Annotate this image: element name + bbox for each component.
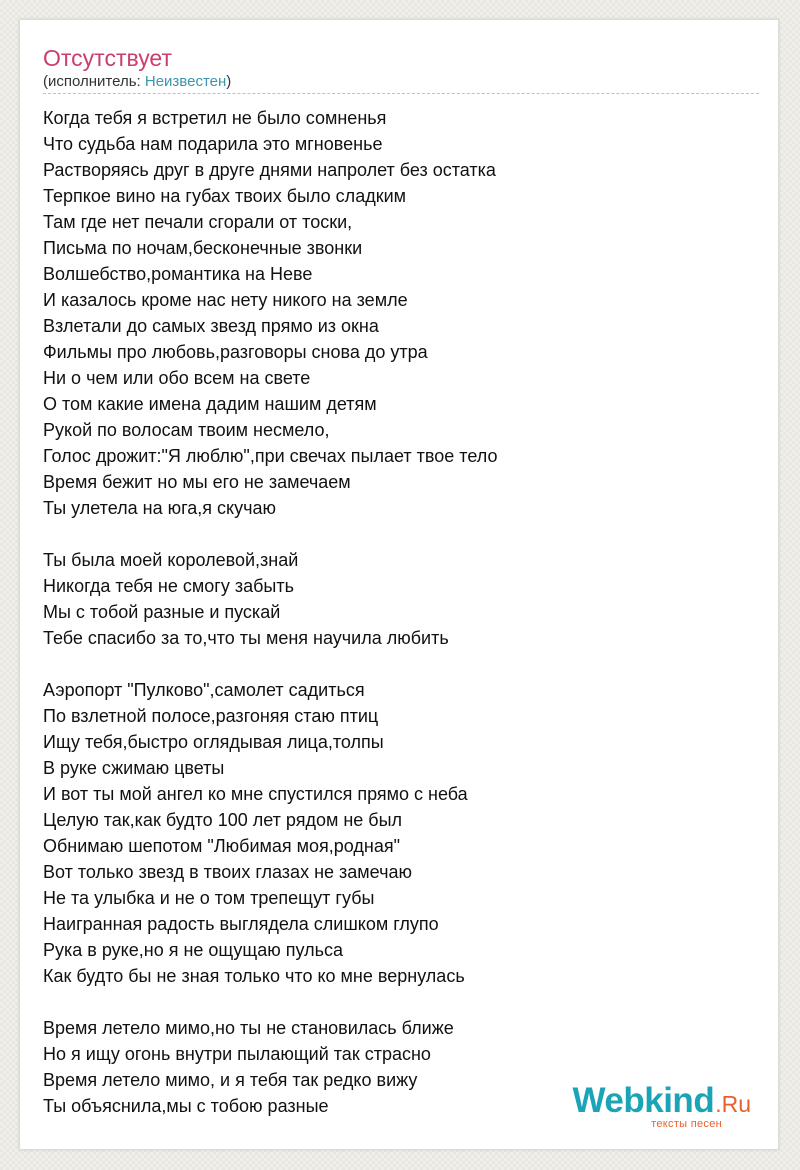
lyric-line: Рукой по волосам твоим несмело,	[43, 420, 330, 440]
song-title: Отсутствует	[43, 45, 172, 71]
lyric-line: Ты улетела на юга,я скучаю	[43, 498, 276, 518]
lyric-line: И вот ты мой ангел ко мне спустился прямо с неба	[43, 784, 468, 804]
artist-link[interactable]: Неизвестен	[144, 73, 227, 90]
lyric-line: В руке сжимаю цветы	[43, 758, 225, 778]
lyric-line: Рука в руке,но я не ощущаю пульса	[43, 940, 343, 960]
logo-tagline: тексты песен	[651, 1118, 722, 1130]
lyric-line: Голос дрожит:"Я люблю",при свечах пылает твое тело	[43, 446, 498, 466]
lyric-line: Фильмы про любовь,разговоры снова до утра	[43, 342, 428, 362]
lyric-line: Мы с тобой разные и пускай	[43, 602, 281, 622]
lyric-line: Целую так,как будто 100 лет рядом не был	[43, 810, 403, 830]
lyric-line: Письма по ночам,бесконечные звонки	[43, 238, 363, 258]
lyrics-text	[43, 105, 759, 1145]
lyric-line: Терпкое вино на губах твоих было сладким	[43, 186, 407, 206]
lyric-line: Не та улыбка и не о том трепещут губы	[43, 888, 375, 908]
lyric-line: Там где нет печали сгорали от тоски,	[43, 212, 353, 232]
lyric-line: Ищу тебя,быстро оглядывая лица,толпы	[43, 732, 384, 752]
lyric-line: О том какие имена дадим нашим детям	[43, 394, 377, 414]
lyric-line: Время летело мимо, и я тебя так редко вижу	[43, 1070, 418, 1090]
lyric-line: Ни о чем или обо всем на свете	[43, 368, 311, 388]
lyric-line: И казалось кроме нас нету никого на земле	[43, 290, 408, 310]
lyric-line: Время бежит но мы его не замечаем	[43, 472, 351, 492]
lyric-line: Вот только звезд в твоих глазах не замечаю	[43, 862, 412, 882]
lyric-line: Никогда тебя не смогу забыть	[43, 576, 294, 596]
lyric-line: Наигранная радость выглядела слишком глупо	[43, 914, 439, 934]
lyric-line: По взлетной полосе,разгоняя стаю птиц	[43, 706, 379, 726]
lyric-line: Когда тебя я встретил не было сомненья	[43, 108, 387, 128]
logo-tld: .Ru	[715, 1091, 751, 1117]
title-divider	[43, 93, 759, 94]
lyric-line: Взлетали до самых звезд прямо из окна	[43, 316, 379, 336]
lyric-line: Как будто бы не зная только что ко мне вернулась	[43, 966, 465, 986]
lyric-line: Тебе спасибо за то,что ты меня научила любить	[43, 628, 449, 648]
logo-word: Webkind	[572, 1081, 715, 1120]
artist-prefix: (исполнитель:	[43, 73, 145, 90]
lyrics-stanza	[43, 547, 759, 651]
lyrics-stanza	[43, 105, 759, 521]
artist-line	[43, 73, 231, 91]
lyric-line: Ты объяснила,мы с тобою разные	[43, 1096, 329, 1116]
webkind-logo[interactable]	[572, 1081, 752, 1130]
lyric-line: Ты была моей королевой,знай	[43, 550, 299, 570]
lyrics-card	[19, 19, 779, 1150]
lyric-line: Волшебство,романтика на Неве	[43, 264, 313, 284]
logo-wordmark	[572, 1081, 752, 1121]
lyric-line: Но я ищу огонь внутри пылающий так страсно	[43, 1044, 431, 1064]
lyric-line: Время летело мимо,но ты не становилась ближе	[43, 1018, 454, 1038]
lyric-line: Что судьба нам подарила это мгновенье	[43, 134, 383, 154]
lyric-line: Аэропорт "Пулково",самолет садиться	[43, 680, 365, 700]
lyric-line: Обнимаю шепотом "Любимая моя,родная"	[43, 836, 400, 856]
lyric-line: Растворяясь друг в друге днями напролет без остатка	[43, 160, 496, 180]
artist-suffix: )	[226, 73, 232, 90]
lyrics-stanza	[43, 677, 759, 989]
